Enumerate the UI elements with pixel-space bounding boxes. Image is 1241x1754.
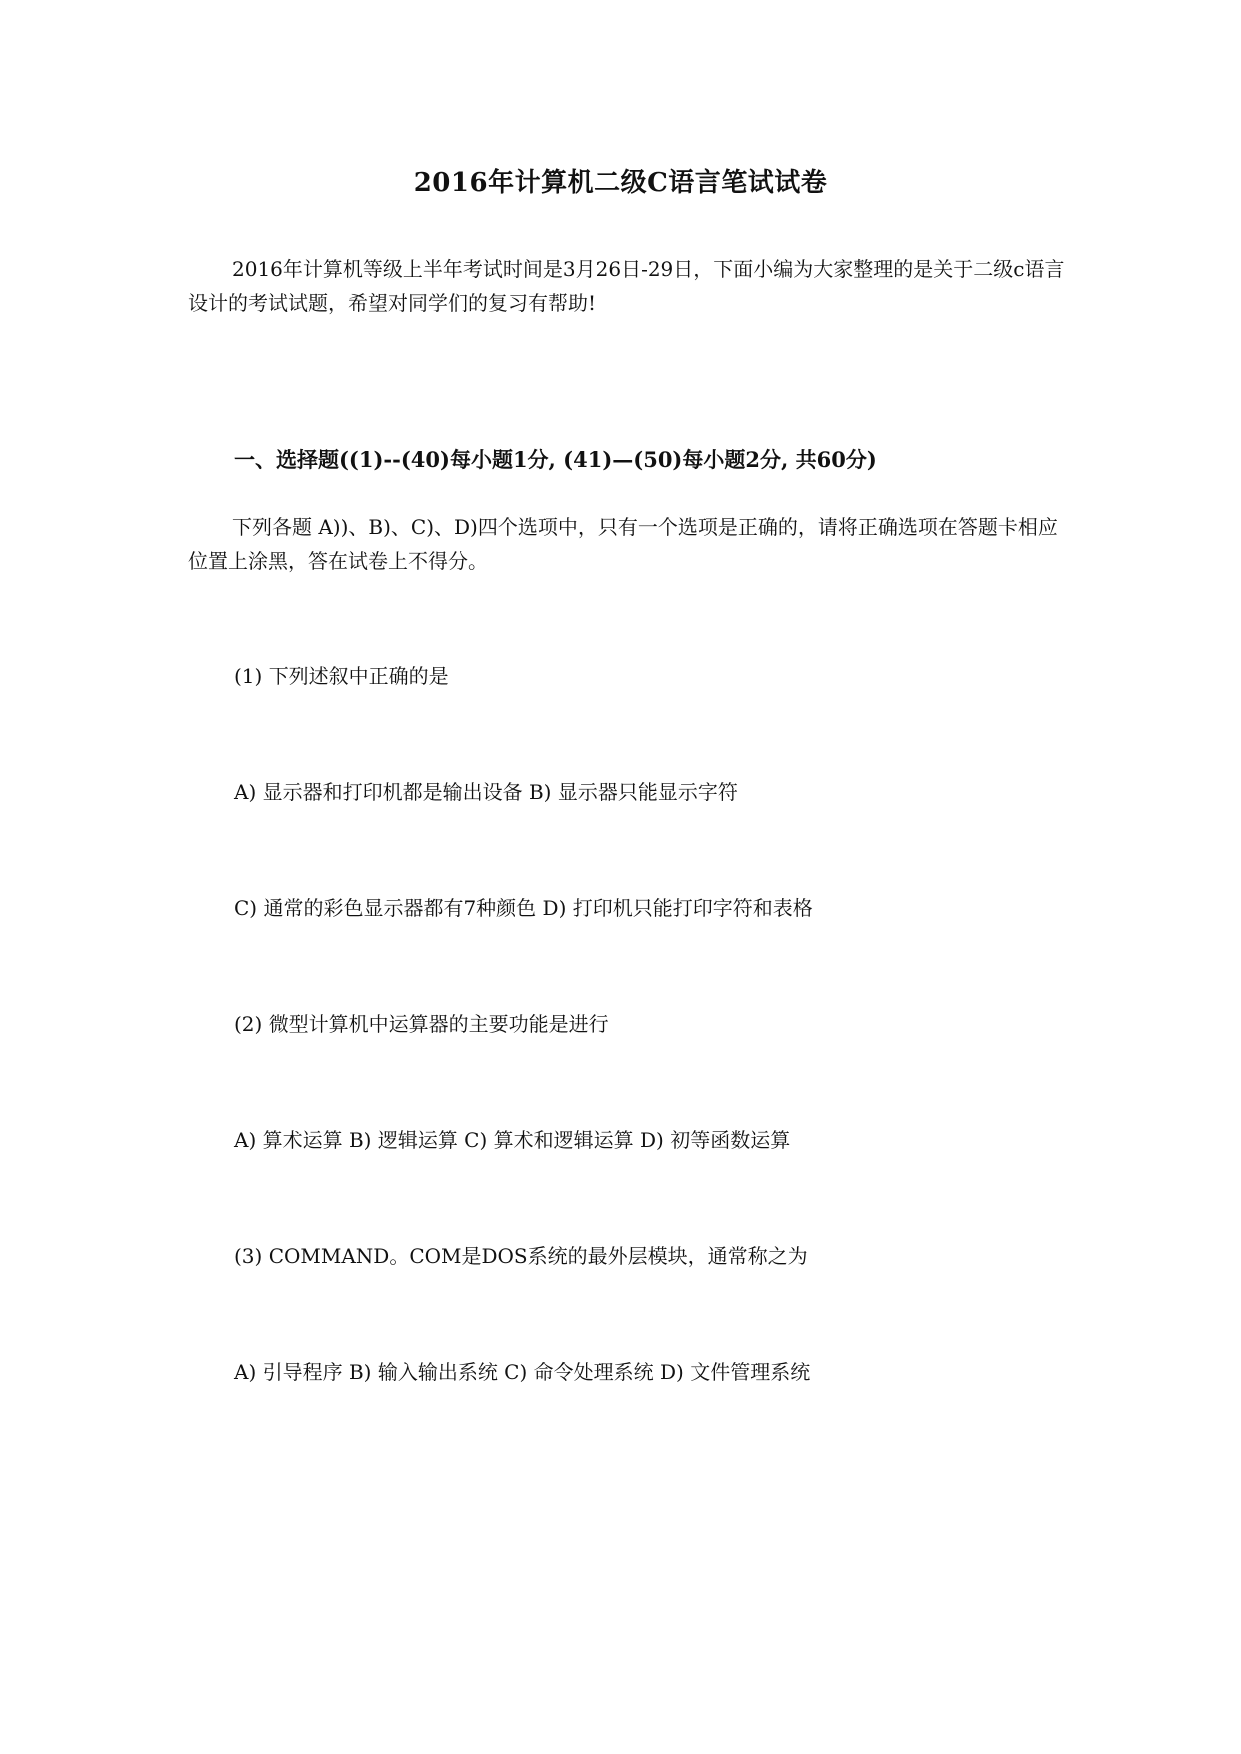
- question-1-stem: (1) 下列述叙中正确的是: [234, 664, 449, 688]
- question-2-options: A) 算术运算 B) 逻辑运算 C) 算术和逻辑运算 D) 初等函数运算: [234, 1128, 791, 1152]
- intro-paragraph: 2016年计算机等级上半年考试时间是3月26日-29日，下面小编为大家整理的是关于二级c语言设计的考试试题，希望对同学们的复习有帮助!: [188, 257, 1065, 315]
- document-title: 2016年计算机二级C语言笔试试卷: [413, 168, 828, 198]
- question-1-options-c-d: C) 通常的彩色显示器都有7种颜色 D) 打印机只能打印字符和表格: [234, 896, 813, 920]
- question-3-stem: (3) COMMAND。COM是DOS系统的最外层模块，通常称之为: [234, 1244, 808, 1268]
- question-3-options: A) 引导程序 B) 输入输出系统 C) 命令处理系统 D) 文件管理系统: [234, 1360, 811, 1384]
- question-2-stem: (2) 微型计算机中运算器的主要功能是进行: [234, 1012, 609, 1036]
- question-1-options-a-b: A) 显示器和打印机都是输出设备 B) 显示器只能显示字符: [234, 780, 738, 804]
- section-heading: 一、选择题((1)--(40)每小题1分, (41)—(50)每小题2分, 共60分): [234, 447, 877, 472]
- instructions-paragraph: 下列各题 A))、B)、C)、D)四个选项中，只有一个选项是正确的，请将正确选项在答题卡相应位置上涂黑，答在试卷上不得分。: [188, 515, 1058, 573]
